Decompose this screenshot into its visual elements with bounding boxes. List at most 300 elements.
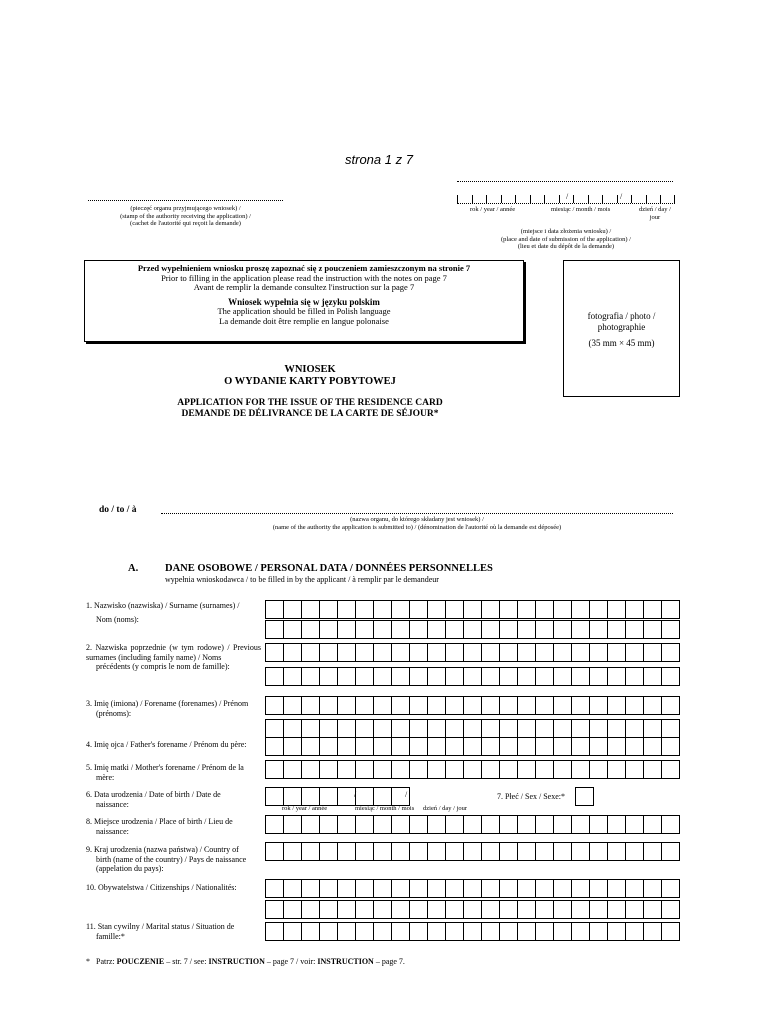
char-cell[interactable] bbox=[284, 843, 302, 860]
char-cell[interactable] bbox=[518, 697, 536, 714]
char-cell[interactable] bbox=[644, 901, 662, 918]
char-cell[interactable] bbox=[356, 668, 374, 685]
char-cell[interactable] bbox=[446, 697, 464, 714]
char-cell[interactable] bbox=[284, 923, 302, 940]
char-cell[interactable] bbox=[284, 668, 302, 685]
char-cell[interactable] bbox=[626, 816, 644, 833]
surname-boxes-row1[interactable] bbox=[265, 600, 680, 619]
char-cell[interactable] bbox=[644, 843, 662, 860]
citizenships-boxes-row2[interactable] bbox=[265, 900, 680, 919]
char-cell[interactable] bbox=[572, 738, 590, 755]
char-cell[interactable] bbox=[284, 816, 302, 833]
char-cell[interactable] bbox=[662, 901, 680, 918]
char-cell[interactable] bbox=[644, 816, 662, 833]
char-cell[interactable] bbox=[554, 621, 572, 638]
char-cell[interactable] bbox=[662, 738, 680, 755]
char-cell[interactable] bbox=[536, 761, 554, 778]
char-cell[interactable] bbox=[536, 601, 554, 618]
char-cell[interactable] bbox=[284, 601, 302, 618]
char-cell[interactable] bbox=[284, 720, 302, 737]
char-cell[interactable] bbox=[320, 901, 338, 918]
char-cell[interactable] bbox=[428, 761, 446, 778]
char-cell[interactable] bbox=[662, 601, 680, 618]
char-cell[interactable] bbox=[428, 668, 446, 685]
char-cell[interactable] bbox=[464, 816, 482, 833]
char-cell[interactable] bbox=[410, 901, 428, 918]
forenames-boxes-row1[interactable] bbox=[265, 696, 680, 715]
char-cell[interactable] bbox=[518, 601, 536, 618]
char-cell[interactable] bbox=[500, 761, 518, 778]
char-cell[interactable] bbox=[302, 816, 320, 833]
char-cell[interactable] bbox=[572, 901, 590, 918]
char-cell[interactable] bbox=[626, 697, 644, 714]
char-cell[interactable] bbox=[266, 843, 284, 860]
char-cell[interactable] bbox=[500, 738, 518, 755]
char-cell[interactable] bbox=[446, 901, 464, 918]
char-cell[interactable] bbox=[392, 697, 410, 714]
char-cell[interactable] bbox=[266, 923, 284, 940]
char-cell[interactable] bbox=[320, 668, 338, 685]
char-cell[interactable] bbox=[320, 843, 338, 860]
char-cell[interactable] bbox=[572, 668, 590, 685]
char-cell[interactable] bbox=[590, 668, 608, 685]
char-cell[interactable] bbox=[374, 901, 392, 918]
char-cell[interactable] bbox=[302, 738, 320, 755]
char-cell[interactable] bbox=[374, 816, 392, 833]
char-cell[interactable] bbox=[338, 668, 356, 685]
char-cell[interactable] bbox=[446, 668, 464, 685]
char-cell[interactable] bbox=[374, 923, 392, 940]
char-cell[interactable] bbox=[590, 720, 608, 737]
char-cell[interactable] bbox=[428, 644, 446, 661]
char-cell[interactable] bbox=[428, 843, 446, 860]
sex-box[interactable] bbox=[575, 787, 594, 806]
char-cell[interactable] bbox=[356, 621, 374, 638]
char-cell[interactable] bbox=[392, 720, 410, 737]
char-cell[interactable] bbox=[662, 644, 680, 661]
char-cell[interactable] bbox=[266, 880, 284, 897]
char-cell[interactable] bbox=[662, 816, 680, 833]
char-cell[interactable] bbox=[554, 816, 572, 833]
char-cell[interactable] bbox=[410, 601, 428, 618]
char-cell[interactable] bbox=[338, 923, 356, 940]
char-cell[interactable] bbox=[536, 923, 554, 940]
char-cell[interactable] bbox=[572, 621, 590, 638]
char-cell[interactable] bbox=[500, 601, 518, 618]
char-cell[interactable] bbox=[662, 621, 680, 638]
char-cell[interactable] bbox=[428, 697, 446, 714]
char-cell[interactable] bbox=[284, 788, 302, 805]
char-cell[interactable] bbox=[428, 816, 446, 833]
char-cell[interactable] bbox=[320, 880, 338, 897]
char-cell[interactable] bbox=[338, 644, 356, 661]
char-cell[interactable] bbox=[482, 843, 500, 860]
char-cell[interactable] bbox=[356, 923, 374, 940]
char-cell[interactable] bbox=[284, 644, 302, 661]
char-cell[interactable] bbox=[320, 738, 338, 755]
char-cell[interactable] bbox=[446, 644, 464, 661]
char-cell[interactable] bbox=[338, 720, 356, 737]
char-cell[interactable] bbox=[320, 761, 338, 778]
char-cell[interactable] bbox=[284, 901, 302, 918]
char-cell[interactable] bbox=[410, 816, 428, 833]
char-cell[interactable] bbox=[356, 761, 374, 778]
birth-date-boxes[interactable] bbox=[265, 787, 410, 806]
char-cell[interactable] bbox=[338, 901, 356, 918]
char-cell[interactable] bbox=[302, 644, 320, 661]
char-cell[interactable] bbox=[536, 621, 554, 638]
char-cell[interactable] bbox=[302, 621, 320, 638]
char-cell[interactable] bbox=[356, 843, 374, 860]
char-cell[interactable] bbox=[320, 644, 338, 661]
char-cell[interactable] bbox=[500, 668, 518, 685]
char-cell[interactable] bbox=[410, 621, 428, 638]
char-cell[interactable] bbox=[644, 761, 662, 778]
char-cell[interactable] bbox=[320, 601, 338, 618]
char-cell[interactable] bbox=[536, 843, 554, 860]
char-cell[interactable] bbox=[590, 816, 608, 833]
char-cell[interactable] bbox=[338, 843, 356, 860]
char-cell[interactable] bbox=[662, 720, 680, 737]
char-cell[interactable] bbox=[410, 843, 428, 860]
char-cell[interactable] bbox=[554, 761, 572, 778]
char-cell[interactable] bbox=[518, 644, 536, 661]
char-cell[interactable] bbox=[338, 761, 356, 778]
char-cell[interactable] bbox=[338, 738, 356, 755]
char-cell[interactable] bbox=[626, 621, 644, 638]
char-cell[interactable] bbox=[302, 601, 320, 618]
char-cell[interactable] bbox=[500, 720, 518, 737]
char-cell[interactable] bbox=[410, 720, 428, 737]
char-cell[interactable] bbox=[266, 738, 284, 755]
char-cell[interactable] bbox=[464, 668, 482, 685]
char-cell[interactable] bbox=[662, 761, 680, 778]
char-cell[interactable] bbox=[554, 923, 572, 940]
char-cell[interactable] bbox=[392, 621, 410, 638]
char-cell[interactable] bbox=[644, 621, 662, 638]
char-cell[interactable] bbox=[518, 843, 536, 860]
birth-place-boxes[interactable] bbox=[265, 815, 680, 834]
char-cell[interactable] bbox=[356, 720, 374, 737]
char-cell[interactable] bbox=[266, 668, 284, 685]
char-cell[interactable] bbox=[482, 720, 500, 737]
char-cell[interactable] bbox=[500, 880, 518, 897]
char-cell[interactable] bbox=[608, 923, 626, 940]
char-cell[interactable] bbox=[554, 644, 572, 661]
char-cell[interactable] bbox=[464, 738, 482, 755]
char-cell[interactable] bbox=[338, 880, 356, 897]
char-cell[interactable] bbox=[338, 697, 356, 714]
char-cell[interactable] bbox=[500, 923, 518, 940]
char-cell[interactable] bbox=[410, 738, 428, 755]
char-cell[interactable] bbox=[374, 761, 392, 778]
char-cell[interactable] bbox=[446, 621, 464, 638]
char-cell[interactable] bbox=[410, 923, 428, 940]
char-cell[interactable] bbox=[626, 901, 644, 918]
char-cell[interactable] bbox=[320, 788, 338, 805]
char-cell[interactable] bbox=[482, 601, 500, 618]
char-cell[interactable] bbox=[536, 668, 554, 685]
char-cell[interactable] bbox=[320, 816, 338, 833]
char-cell[interactable] bbox=[464, 644, 482, 661]
char-cell[interactable] bbox=[644, 738, 662, 755]
char-cell[interactable] bbox=[482, 923, 500, 940]
char-cell[interactable] bbox=[356, 738, 374, 755]
char-cell[interactable] bbox=[266, 788, 284, 805]
char-cell[interactable] bbox=[392, 901, 410, 918]
char-cell[interactable] bbox=[428, 720, 446, 737]
char-cell[interactable] bbox=[284, 761, 302, 778]
citizenships-boxes-row1[interactable] bbox=[265, 879, 680, 898]
char-cell[interactable] bbox=[518, 901, 536, 918]
char-cell[interactable] bbox=[608, 761, 626, 778]
char-cell[interactable] bbox=[536, 738, 554, 755]
char-cell[interactable] bbox=[500, 901, 518, 918]
char-cell[interactable] bbox=[428, 738, 446, 755]
char-cell[interactable] bbox=[536, 697, 554, 714]
char-cell[interactable] bbox=[392, 788, 410, 805]
mother-forename-boxes[interactable] bbox=[265, 760, 680, 779]
char-cell[interactable] bbox=[482, 901, 500, 918]
char-cell[interactable] bbox=[392, 843, 410, 860]
char-cell[interactable] bbox=[590, 880, 608, 897]
char-cell[interactable] bbox=[590, 621, 608, 638]
char-cell[interactable] bbox=[338, 601, 356, 618]
char-cell[interactable] bbox=[302, 923, 320, 940]
char-cell[interactable] bbox=[266, 621, 284, 638]
char-cell[interactable] bbox=[590, 843, 608, 860]
char-cell[interactable] bbox=[446, 923, 464, 940]
char-cell[interactable] bbox=[644, 880, 662, 897]
char-cell[interactable] bbox=[302, 761, 320, 778]
char-cell[interactable] bbox=[608, 668, 626, 685]
char-cell[interactable] bbox=[464, 697, 482, 714]
char-cell[interactable] bbox=[284, 621, 302, 638]
char-cell[interactable] bbox=[644, 923, 662, 940]
char-cell[interactable] bbox=[356, 788, 374, 805]
char-cell[interactable] bbox=[284, 880, 302, 897]
char-cell[interactable] bbox=[626, 644, 644, 661]
char-cell[interactable] bbox=[590, 761, 608, 778]
char-cell[interactable] bbox=[356, 644, 374, 661]
char-cell[interactable] bbox=[662, 880, 680, 897]
char-cell[interactable] bbox=[266, 816, 284, 833]
char-cell[interactable] bbox=[464, 843, 482, 860]
char-cell[interactable] bbox=[518, 738, 536, 755]
char-cell[interactable] bbox=[536, 816, 554, 833]
surname-boxes-row2[interactable] bbox=[265, 620, 680, 639]
char-cell[interactable] bbox=[662, 843, 680, 860]
char-cell[interactable] bbox=[410, 644, 428, 661]
char-cell[interactable] bbox=[464, 880, 482, 897]
char-cell[interactable] bbox=[320, 923, 338, 940]
char-cell[interactable] bbox=[554, 601, 572, 618]
char-cell[interactable] bbox=[554, 901, 572, 918]
char-cell[interactable] bbox=[572, 923, 590, 940]
char-cell[interactable] bbox=[302, 697, 320, 714]
char-cell[interactable] bbox=[590, 644, 608, 661]
char-cell[interactable] bbox=[464, 621, 482, 638]
char-cell[interactable] bbox=[608, 720, 626, 737]
birth-country-boxes[interactable] bbox=[265, 842, 680, 861]
char-cell[interactable] bbox=[428, 621, 446, 638]
char-cell[interactable] bbox=[518, 923, 536, 940]
char-cell[interactable] bbox=[518, 720, 536, 737]
char-cell[interactable] bbox=[320, 720, 338, 737]
char-cell[interactable] bbox=[626, 880, 644, 897]
char-cell[interactable] bbox=[374, 644, 392, 661]
char-cell[interactable] bbox=[572, 843, 590, 860]
char-cell[interactable] bbox=[266, 601, 284, 618]
char-cell[interactable] bbox=[500, 621, 518, 638]
char-cell[interactable] bbox=[392, 761, 410, 778]
char-cell[interactable] bbox=[464, 720, 482, 737]
char-cell[interactable] bbox=[554, 668, 572, 685]
char-cell[interactable] bbox=[590, 738, 608, 755]
char-cell[interactable] bbox=[608, 738, 626, 755]
char-cell[interactable] bbox=[536, 720, 554, 737]
char-cell[interactable] bbox=[608, 621, 626, 638]
char-cell[interactable] bbox=[590, 901, 608, 918]
char-cell[interactable] bbox=[428, 923, 446, 940]
char-cell[interactable] bbox=[554, 720, 572, 737]
char-cell[interactable] bbox=[392, 644, 410, 661]
char-cell[interactable] bbox=[356, 816, 374, 833]
char-cell[interactable] bbox=[482, 697, 500, 714]
char-cell[interactable] bbox=[590, 601, 608, 618]
previous-surnames-boxes-row2[interactable] bbox=[265, 667, 680, 686]
char-cell[interactable] bbox=[374, 788, 392, 805]
char-cell[interactable] bbox=[338, 816, 356, 833]
char-cell[interactable] bbox=[572, 644, 590, 661]
char-cell[interactable] bbox=[608, 901, 626, 918]
char-cell[interactable] bbox=[446, 843, 464, 860]
char-cell[interactable] bbox=[590, 697, 608, 714]
char-cell[interactable] bbox=[302, 788, 320, 805]
char-cell[interactable] bbox=[482, 738, 500, 755]
char-cell[interactable] bbox=[644, 697, 662, 714]
char-cell[interactable] bbox=[482, 880, 500, 897]
char-cell[interactable] bbox=[482, 816, 500, 833]
char-cell[interactable] bbox=[572, 720, 590, 737]
char-cell[interactable] bbox=[284, 738, 302, 755]
char-cell[interactable] bbox=[446, 601, 464, 618]
char-cell[interactable] bbox=[482, 668, 500, 685]
char-cell[interactable] bbox=[662, 668, 680, 685]
char-cell[interactable] bbox=[644, 601, 662, 618]
char-cell[interactable] bbox=[608, 697, 626, 714]
char-cell[interactable] bbox=[446, 761, 464, 778]
char-cell[interactable] bbox=[536, 901, 554, 918]
char-cell[interactable] bbox=[500, 697, 518, 714]
char-cell[interactable] bbox=[302, 720, 320, 737]
char-cell[interactable] bbox=[644, 644, 662, 661]
char-cell[interactable] bbox=[266, 697, 284, 714]
char-cell[interactable] bbox=[302, 880, 320, 897]
char-cell[interactable] bbox=[392, 880, 410, 897]
char-cell[interactable] bbox=[626, 843, 644, 860]
char-cell[interactable] bbox=[608, 880, 626, 897]
char-cell[interactable] bbox=[374, 601, 392, 618]
char-cell[interactable] bbox=[392, 923, 410, 940]
char-cell[interactable] bbox=[374, 697, 392, 714]
char-cell[interactable] bbox=[374, 843, 392, 860]
char-cell[interactable] bbox=[536, 644, 554, 661]
char-cell[interactable] bbox=[446, 816, 464, 833]
char-cell[interactable] bbox=[446, 738, 464, 755]
char-cell[interactable] bbox=[590, 923, 608, 940]
marital-status-boxes[interactable] bbox=[265, 922, 680, 941]
char-cell[interactable] bbox=[500, 843, 518, 860]
char-cell[interactable] bbox=[266, 644, 284, 661]
char-cell[interactable] bbox=[482, 621, 500, 638]
previous-surnames-boxes-row1[interactable] bbox=[265, 643, 680, 662]
char-cell[interactable] bbox=[644, 668, 662, 685]
char-cell[interactable] bbox=[464, 923, 482, 940]
char-cell[interactable] bbox=[536, 880, 554, 897]
char-cell[interactable] bbox=[554, 697, 572, 714]
char-cell[interactable] bbox=[374, 621, 392, 638]
char-cell[interactable] bbox=[320, 621, 338, 638]
char-cell[interactable] bbox=[374, 668, 392, 685]
char-cell[interactable] bbox=[662, 923, 680, 940]
char-cell[interactable] bbox=[392, 601, 410, 618]
char-cell[interactable] bbox=[482, 761, 500, 778]
char-cell[interactable] bbox=[554, 843, 572, 860]
char-cell[interactable] bbox=[356, 601, 374, 618]
char-cell[interactable] bbox=[608, 644, 626, 661]
char-cell[interactable] bbox=[464, 761, 482, 778]
char-cell[interactable] bbox=[626, 601, 644, 618]
char-cell[interactable] bbox=[576, 788, 594, 805]
char-cell[interactable] bbox=[356, 697, 374, 714]
char-cell[interactable] bbox=[374, 880, 392, 897]
authority-name-line[interactable] bbox=[161, 513, 673, 514]
char-cell[interactable] bbox=[428, 880, 446, 897]
char-cell[interactable] bbox=[410, 880, 428, 897]
char-cell[interactable] bbox=[410, 697, 428, 714]
char-cell[interactable] bbox=[428, 901, 446, 918]
char-cell[interactable] bbox=[554, 738, 572, 755]
char-cell[interactable] bbox=[662, 697, 680, 714]
char-cell[interactable] bbox=[518, 816, 536, 833]
char-cell[interactable] bbox=[464, 901, 482, 918]
char-cell[interactable] bbox=[356, 901, 374, 918]
father-forename-boxes[interactable] bbox=[265, 737, 680, 756]
char-cell[interactable] bbox=[338, 621, 356, 638]
char-cell[interactable] bbox=[266, 761, 284, 778]
char-cell[interactable] bbox=[626, 720, 644, 737]
char-cell[interactable] bbox=[446, 880, 464, 897]
char-cell[interactable] bbox=[572, 816, 590, 833]
forenames-boxes-row2[interactable] bbox=[265, 719, 680, 738]
char-cell[interactable] bbox=[410, 761, 428, 778]
char-cell[interactable] bbox=[320, 697, 338, 714]
char-cell[interactable] bbox=[410, 668, 428, 685]
char-cell[interactable] bbox=[518, 621, 536, 638]
char-cell[interactable] bbox=[500, 644, 518, 661]
char-cell[interactable] bbox=[500, 816, 518, 833]
char-cell[interactable] bbox=[284, 697, 302, 714]
char-cell[interactable] bbox=[626, 668, 644, 685]
char-cell[interactable] bbox=[572, 880, 590, 897]
char-cell[interactable] bbox=[266, 720, 284, 737]
char-cell[interactable] bbox=[374, 720, 392, 737]
char-cell[interactable] bbox=[518, 668, 536, 685]
char-cell[interactable] bbox=[608, 843, 626, 860]
char-cell[interactable] bbox=[554, 880, 572, 897]
char-cell[interactable] bbox=[626, 738, 644, 755]
